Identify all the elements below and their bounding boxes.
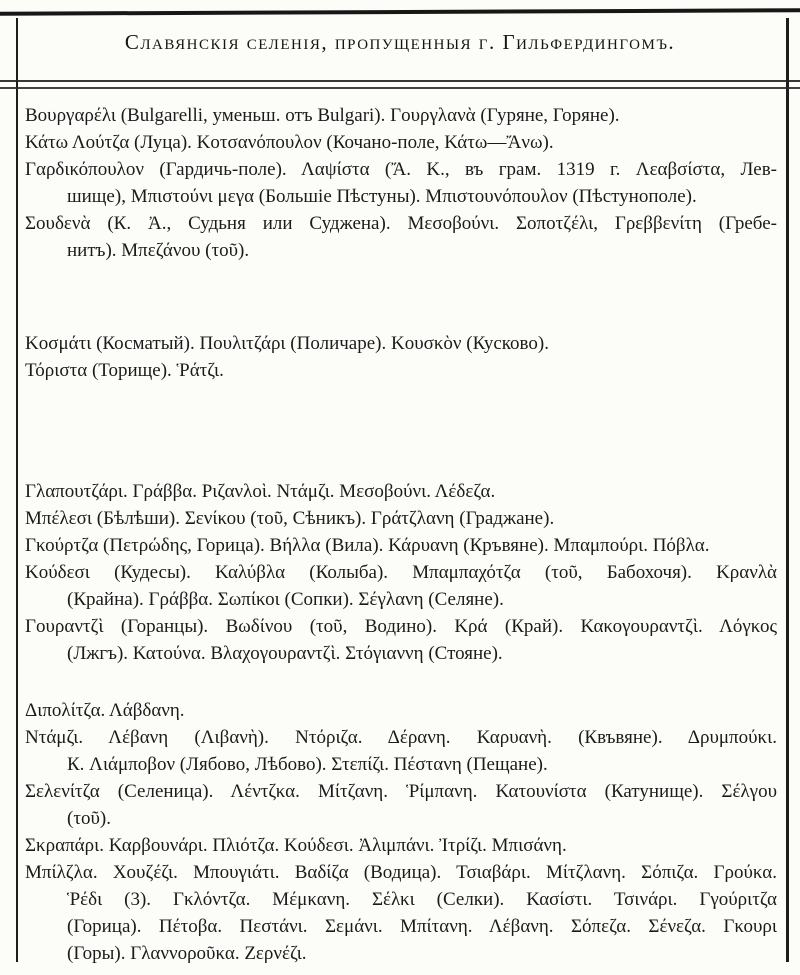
entry-line: Σελενίτζα (Селеница). Λέντζκα. Μίτζανη. Ῥίμπανη. Κατουνίστα (Катунище). Σέλγου bbox=[25, 781, 777, 802]
entry-line: (Крайна). Γράββα. Σωπίκοι (Сопки). Σέγλανη (Селяне). bbox=[67, 589, 504, 610]
settlement-entry bbox=[25, 613, 777, 667]
settlement-section bbox=[25, 330, 777, 384]
entry-line: Μπίλζλα. Χουζέζι. Μπουγιάτι. Βαδίζα (Водица). Τσιαβάρι. Μίτζλανη. Σόπιζα. Γρούκα. bbox=[25, 862, 777, 883]
entry-line: Τόριστα (Торище). Ῥάτζι. bbox=[25, 360, 224, 381]
entry-line: (Горы). Γλαννοροῦκα. Ζερνέζι. bbox=[67, 943, 307, 964]
settlement-entry bbox=[25, 778, 777, 832]
entry-line: Γαρδικόπουλον (Гардичь-поле). Λαψίστα (Ἄ. Κ., въ грам. 1319 г. Λεαβσίστα, Лев- bbox=[25, 159, 777, 180]
entry-line: Βουργαρέλι (Bulgarelli, уменьш. отъ Bulgari). Γουργλανὰ (Гуряне, Горяне). bbox=[25, 105, 620, 126]
entry-line: Σκραπάρι. Καρβουνάρι. Πλιότζα. Κούδεσι. Ἀλιμπάνι. Ἰτρίζι. Μπισάνη. bbox=[25, 835, 567, 856]
entry-line: шище), Μπιστούνι μεγα (Большіе Пѣстуны). Μπιστουνόπουλον (Пѣстунополе). bbox=[67, 186, 697, 207]
settlement-entry bbox=[25, 478, 777, 505]
settlement-entry bbox=[25, 210, 777, 264]
settlement-entry bbox=[25, 697, 777, 724]
settlement-section bbox=[25, 102, 777, 264]
settlement-entry bbox=[25, 532, 777, 559]
settlement-entry bbox=[25, 859, 777, 967]
settlement-entry bbox=[25, 330, 777, 357]
title-divider-rule bbox=[0, 80, 800, 89]
entry-line: Σουδενὰ (К. Ἀ., Судьня или Суджена). Μεσοβούνι. Σοποτζέλι, Γρεββενίτη (Гребе- bbox=[25, 213, 777, 234]
entry-line: Γκούρτζα (Πετρώδης, Горица). Βήλλα (Вила). Κάρυανη (Кръвяне). Μπαμπούρι. Πόβλα. bbox=[25, 535, 710, 556]
entry-line: Ῥέδι (3). Γκλόντζα. Μέμκανη. Σέλκι (Селки). Κασίστι. Τσινάρι. Γγούριτζα bbox=[67, 889, 777, 910]
entry-line: Κάτω Λούτζα (Луца). Κοτσανόπουλον (Кочано-поле, Κάτω—Ἄνω). bbox=[25, 132, 554, 153]
settlement-entry bbox=[25, 357, 777, 384]
settlement-entry bbox=[25, 129, 777, 156]
settlement-entry bbox=[25, 724, 777, 778]
settlement-section bbox=[25, 478, 777, 667]
settlement-entry bbox=[25, 156, 777, 210]
right-border-rule bbox=[786, 18, 789, 962]
entry-line: Μπέλεσι (Бѣлѣши). Σενίκου (τοῦ, Сѣникъ). Γράτζλανη (Граджане). bbox=[25, 508, 555, 529]
entry-line: (Горица). Πέτοβα. Πεστάνι. Σεμάνι. Μπίτανη. Λέβανη. Σόπεζα. Σένεζα. Γκουρι bbox=[67, 916, 777, 937]
entry-line: Γουραντζὶ (Горанцы). Βωδίνου (τοῦ, Водино). Κρά (Край). Κακογουραντζὶ. Λόγκος bbox=[25, 616, 777, 637]
entry-line: Ντάμζι. Λέβανη (Λιβανὴ). Ντόριζα. Δέρανη. Καρυανὴ. (Квъвяне). Δρυμπούκι. bbox=[25, 727, 777, 748]
entry-line: (Лжгъ). Κατούνα. Βλαχογουραντζὶ. Στόγιαννη (Стояне). bbox=[67, 643, 503, 664]
entry-line: Κούδεσι (Кудесы). Καλύβλα (Колыба). Μπαμπαχότζα (τοῦ, Бабохочя). Κρανλὰ bbox=[25, 562, 777, 583]
settlement-entry bbox=[25, 102, 777, 129]
page-title: Славянскія селенія, пропущенныя г. Гильфердингомъ. bbox=[124, 30, 676, 54]
settlement-list bbox=[25, 102, 777, 967]
entry-line: Διπολίτζα. Λάβδανη. bbox=[25, 700, 185, 721]
settlement-section bbox=[25, 697, 777, 967]
entry-line: Γλαπουτζάρι. Γράββα. Ριζανλοὶ. Ντάμζι. Μεσοβούνι. Λέδεζα. bbox=[25, 481, 496, 502]
entry-line: К. Λιάμποβον (Лябово, Лѣбово). Στεπίζι. Πέστανη (Пещане). bbox=[67, 754, 548, 775]
entry-line: нитъ). Μπεζάνου (τοῦ). bbox=[67, 240, 250, 261]
entry-line: (τοῦ). bbox=[67, 808, 111, 829]
settlement-entry bbox=[25, 505, 777, 532]
settlement-entry bbox=[25, 559, 777, 613]
entry-line: Κοσμάτι (Косматый). Πουλιτζάρι (Поличаре). Κουσκὸν (Кусково). bbox=[25, 333, 549, 354]
settlement-entry bbox=[25, 832, 777, 859]
left-border-rule bbox=[16, 18, 18, 962]
top-border-rule bbox=[0, 8, 800, 16]
